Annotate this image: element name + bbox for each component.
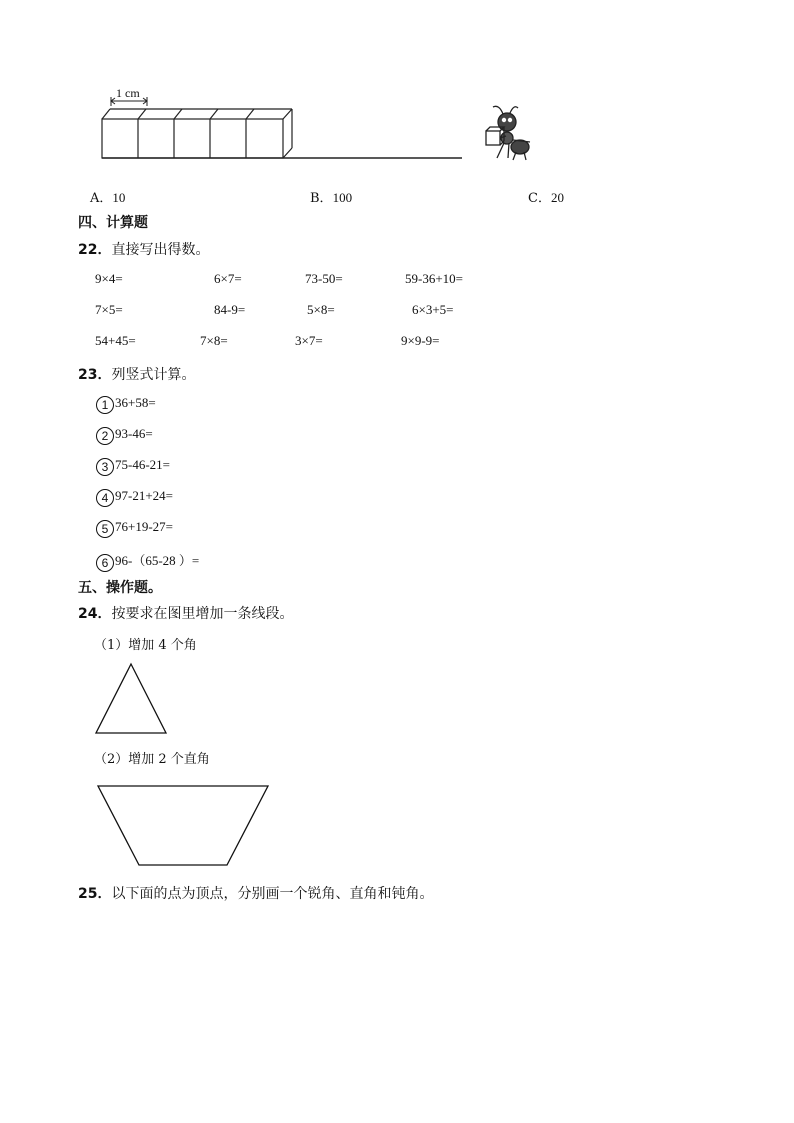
- q23-prompt: [78, 364, 195, 384]
- q23-expr: 97-21+24=: [115, 488, 173, 503]
- circled-number: 4: [96, 489, 114, 507]
- q23-item-4: [96, 488, 173, 507]
- q25-number: 25．: [78, 886, 112, 902]
- q22-r1-c1: 9×4=: [95, 271, 123, 286]
- q22-r3-c3: 3×7=: [295, 333, 323, 348]
- scale-label: 1 cm: [116, 86, 140, 100]
- circled-number: 2: [96, 427, 114, 445]
- q25-prompt: [78, 883, 433, 903]
- circled-number: 5: [96, 520, 114, 538]
- q22-number: 22．: [78, 242, 112, 258]
- q23-expr: 36+58=: [115, 395, 156, 410]
- q24-sub-2: （2）增加 2 个直角: [94, 752, 210, 767]
- q23-item-3: [96, 457, 170, 476]
- cube-row: [102, 109, 292, 158]
- q23-expr: 96-（65-28 ）=: [115, 553, 200, 568]
- ant-icon: [486, 106, 530, 160]
- q25-text: 以下面的点为顶点，分别画一个锐角、直角和钝角。: [111, 886, 434, 902]
- q24-text: 按要求在图里增加一条线段。: [111, 606, 294, 622]
- q23-item-2: [96, 426, 153, 445]
- q22-prompt: [78, 239, 209, 259]
- q22-r3-c1: 54+45=: [95, 333, 136, 348]
- option-b: [310, 187, 352, 206]
- q24-prompt: [78, 603, 293, 623]
- q22-r2-c3: 5×8=: [307, 302, 335, 317]
- q24-sub-1: （1）增加 4 个角: [94, 638, 197, 653]
- option-a-letter: A．: [90, 191, 113, 206]
- section-4-title: 四、计算题: [78, 215, 148, 231]
- option-a-value: 10: [112, 190, 126, 205]
- q22-r1-c2: 6×7=: [214, 271, 242, 286]
- q22-r3-c4: 9×9-9=: [401, 333, 440, 348]
- q23-expr: 76+19-27=: [115, 519, 173, 534]
- circled-number: 1: [96, 396, 114, 414]
- q23-expr: 93-46=: [115, 426, 153, 441]
- q22-r1-c3: 73-50=: [305, 271, 343, 286]
- q23-expr: 75-46-21=: [115, 457, 170, 472]
- option-b-value: 100: [332, 190, 353, 205]
- q22-r2-c1: 7×5=: [95, 302, 123, 317]
- q22-text: 直接写出得数。: [111, 242, 210, 258]
- q22-r2-c2: 84-9=: [214, 302, 246, 317]
- option-c: [528, 187, 564, 206]
- section-5-title: 五、操作题。: [78, 580, 162, 596]
- q23-text: 列竖式计算。: [111, 367, 196, 383]
- q23-item-5: [96, 519, 173, 538]
- q22-r2-c4: 6×3+5=: [412, 302, 454, 317]
- q23-number: 23．: [78, 367, 112, 383]
- option-a: [90, 187, 125, 206]
- option-c-letter: C．: [528, 191, 551, 206]
- q23-item-1: [96, 395, 156, 414]
- q22-r1-c4: 59-36+10=: [405, 271, 463, 286]
- circled-number: 6: [96, 554, 114, 572]
- option-b-letter: B．: [310, 191, 333, 206]
- option-c-value: 20: [550, 190, 564, 205]
- circled-number: 3: [96, 458, 114, 476]
- q22-r3-c2: 7×8=: [200, 333, 228, 348]
- q24-number: 24．: [78, 606, 112, 622]
- q23-item-6: [96, 550, 199, 572]
